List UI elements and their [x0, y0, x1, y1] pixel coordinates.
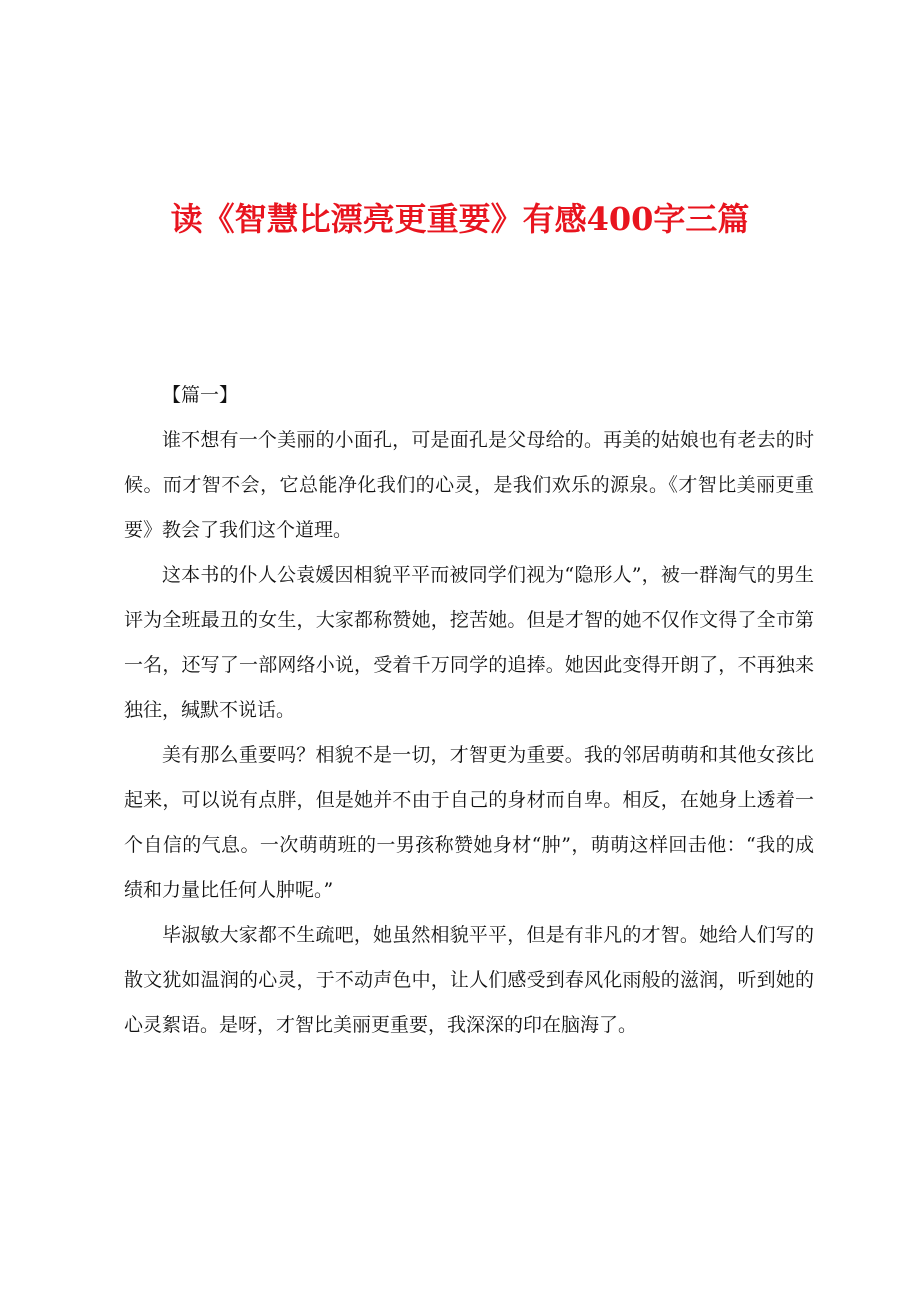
paragraph: 美有那么重要吗？相貌不是一切，才智更为重要。我的邻居萌萌和其他女孩比起来，可以说有点胖，但是她并不由于自己的身材而自卑。相反，在她身上透着一个自信的气息。一次萌萌班的一男孩称赞她身材“肿”，萌萌这样回击他：“我的成绩和力量比任何人肿呢。” [124, 744, 814, 901]
section-heading: 【篇一】 [162, 384, 239, 406]
document-title: 读《智慧比漂亮更重要》有感400字三篇 [170, 200, 750, 238]
paragraph: 这本书的仆人公袁媛因相貌平平而被同学们视为“隐形人”，被一群淘气的男生评为全班最丑的女生，大家都称赞她，挖苦她。但是才智的她不仅作文得了全市第一名，还写了一部网络小说，受着千万同学的追捧。她因此变得开朗了，不再独来独往，缄默不说话。 [124, 564, 814, 721]
document-body [124, 373, 814, 1048]
paragraph: 毕淑敏大家都不生疏吧，她虽然相貌平平，但是有非凡的才智。她给人们写的散文犹如温润的心灵，于不动声色中，让人们感受到春风化雨般的滋润，听到她的心灵絮语。是呀，才智比美丽更重要，我深深的印在脑海了。 [124, 924, 814, 1036]
paragraph: 谁不想有一个美丽的小面孔，可是面孔是父母给的。再美的姑娘也有老去的时候。而才智不会，它总能净化我们的心灵，是我们欢乐的源泉。《才智比美丽更重要》教会了我们这个道理。 [124, 429, 814, 541]
